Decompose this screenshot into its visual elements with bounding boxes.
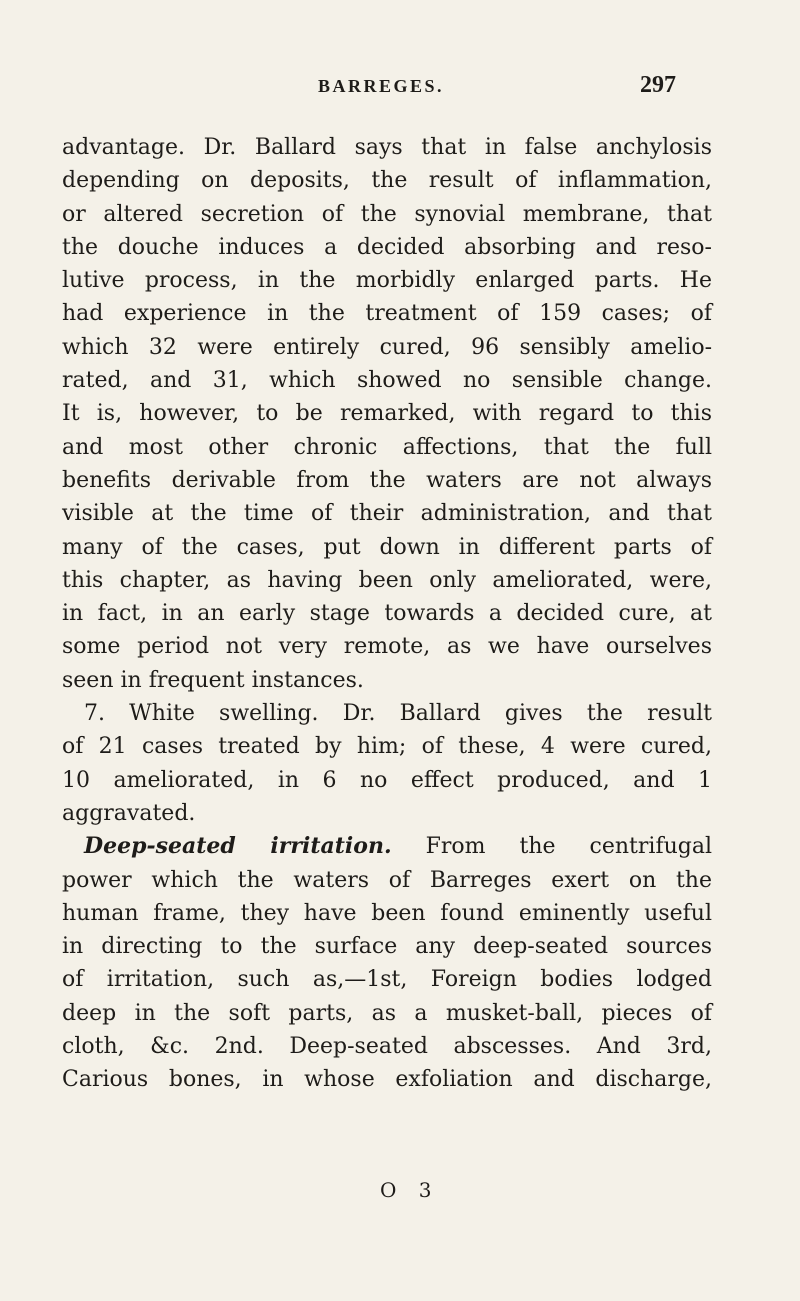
text-line: human frame, they have been found eminently useful bbox=[62, 900, 712, 926]
text-line: advantage. Dr. Ballard says that in false anchylosis bbox=[62, 135, 712, 160]
text-line: which 32 were entirely cured, 96 sensibly amelio- bbox=[62, 334, 712, 360]
text-line: seen in frequent instances. bbox=[62, 667, 364, 693]
text-line: depending on deposits, the result of inflammation, bbox=[62, 168, 712, 194]
text-line: and most other chronic affections, that the full bbox=[62, 434, 712, 460]
text-line: many of the cases, put down in different parts of bbox=[62, 534, 712, 560]
text-line: benefits derivable from the waters are not always bbox=[62, 467, 712, 493]
text-line: in fact, in an early stage towards a decided cure, at bbox=[62, 601, 712, 627]
text-line: 10 ameliorated, in 6 no effect produced, and 1 bbox=[62, 767, 712, 793]
running-head: BARREGES. bbox=[318, 76, 445, 96]
text-line: or altered secretion of the synovial membrane, that bbox=[62, 201, 712, 227]
section-heading: Deep-seated irritation. bbox=[84, 833, 392, 860]
text-line: of 21 cases treated by him; of these, 4 were cured, bbox=[62, 734, 712, 760]
body-text bbox=[62, 131, 712, 1097]
text-line: rated, and 31, which showed no sensible change. bbox=[62, 368, 712, 394]
text-line: 7. White swelling. Dr. Ballard gives the result bbox=[84, 701, 712, 727]
text-line: the douche induces a decided absorbing and reso- bbox=[62, 234, 712, 260]
text-line: cloth, &c. 2nd. Deep-seated abscesses. And 3rd, bbox=[62, 1034, 712, 1060]
text-line: had experience in the treatment of 159 cases; of bbox=[62, 301, 712, 327]
paragraph-3 bbox=[62, 830, 712, 1096]
text-line: this chapter, as having been only ameliorated, were, bbox=[62, 567, 712, 593]
text-line: some period not very remote, as we have ourselves bbox=[62, 634, 712, 660]
text-line: of irritation, such as,—1st, Foreign bodies lodged bbox=[62, 967, 712, 993]
paragraph-2 bbox=[62, 697, 712, 830]
signature-mark: O 3 bbox=[380, 1178, 440, 1202]
page-header bbox=[0, 72, 800, 102]
text-line: power which the waters of Barreges exert on the bbox=[62, 867, 712, 893]
text-line: It is, however, to be remarked, with regard to this bbox=[62, 401, 712, 427]
text-line: Carious bones, in whose exfoliation and discharge, bbox=[62, 1067, 712, 1093]
text-line-with-heading bbox=[62, 830, 712, 863]
text-line: visible at the time of their administration, and that bbox=[62, 501, 712, 527]
paragraph-1 bbox=[62, 131, 712, 697]
text-line: in directing to the surface any deep-seated sources bbox=[62, 934, 712, 960]
page-number: 297 bbox=[640, 72, 676, 98]
text-line: lutive process, in the morbidly enlarged parts. He bbox=[62, 268, 712, 294]
text-fragment: From the centrifugal bbox=[425, 834, 713, 860]
text-line: deep in the soft parts, as a musket-ball, pieces of bbox=[62, 1000, 712, 1026]
text-line: aggravated. bbox=[62, 800, 196, 826]
